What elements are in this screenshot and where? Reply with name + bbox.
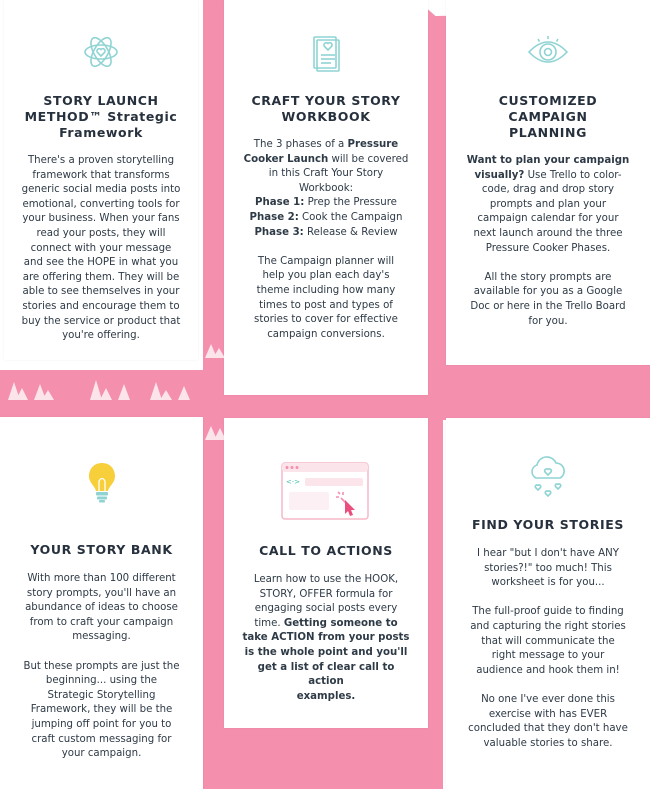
card-body: There's a proven storytelling framework that transforms generic social media posts into emotional, converting tools for your business. When your fans read your posts, they will connect with your message and see the HOPE in what you are offering them. They will be able to see themselves in your stories and encourage them to buy the service or product that you're offering. <box>21 155 181 342</box>
card-body: The 3 phases of a Pressure Cooker Launch will be covered in this Craft Your Story Workbook: Phase 1: Prep the Pressure Phase 2: Cook the Campaign Phase 3: Release & Review The Campaign planner will help you plan each day's theme including how many times to post and types of stories to cover for effective campaign conversions. <box>243 139 409 340</box>
card-body: I hear "but I don't have ANY stories?!" too much! This worksheet is for you... The full-proof guide to finding and capturing the right stories that will communicate the right message to your audience and hook them in! No one I've ever done this exercise with has EVER concluded that they don't have valuable stories to share. <box>468 548 628 749</box>
card-title: CUSTOMIZED CAMPAIGN PLANNING <box>498 93 598 140</box>
card-body: Want to plan your campaign visually? Use Trello to color- code, drag and drop story prompts and plan your campaign calendar for your next launch around the three Pressure Cooker Phases. All the story prompts are available for you as a Google Doc or here in the Trello Board for you. <box>466 155 630 327</box>
browser-cursor-icon <box>281 460 371 522</box>
lightbulb-icon <box>87 461 117 503</box>
card-craft-story <box>224 0 428 395</box>
card-story-bank <box>0 417 203 789</box>
card-campaign-planning <box>446 0 650 365</box>
cloud-hearts-icon <box>526 454 570 500</box>
card-title: CALL TO ACTIONS <box>259 543 393 558</box>
document-heart-icon <box>309 34 343 72</box>
card-title: YOUR STORY BANK <box>30 542 173 557</box>
card-story-launch <box>4 0 198 360</box>
eye-icon <box>526 34 570 68</box>
card-body: With more than 100 different story prompts, you'll have an abundance of ideas to choose from to craft your campaign messaging. But these prompts are just the beginning... using the Strategic Storytelling Framework, they will be the jumping off point for you to craft custom messaging for your campaign. <box>23 573 180 760</box>
svg-text:<·>: <·> <box>286 478 300 486</box>
atom-heart-icon <box>83 34 119 70</box>
card-title: FIND YOUR STORIES <box>472 517 624 532</box>
card-call-to-actions <box>224 418 428 728</box>
card-find-stories <box>446 418 650 789</box>
card-body: Learn how to use the HOOK, STORY, OFFER formula for engaging social posts every time. Getting someone to take ACTION from your posts is the whole point and you'll get a list of clear call to action examples. <box>242 574 410 702</box>
card-title: STORY LAUNCH METHOD™ Strategic Framework <box>24 93 178 140</box>
card-title: CRAFT YOUR STORY WORKBOOK <box>251 93 401 124</box>
